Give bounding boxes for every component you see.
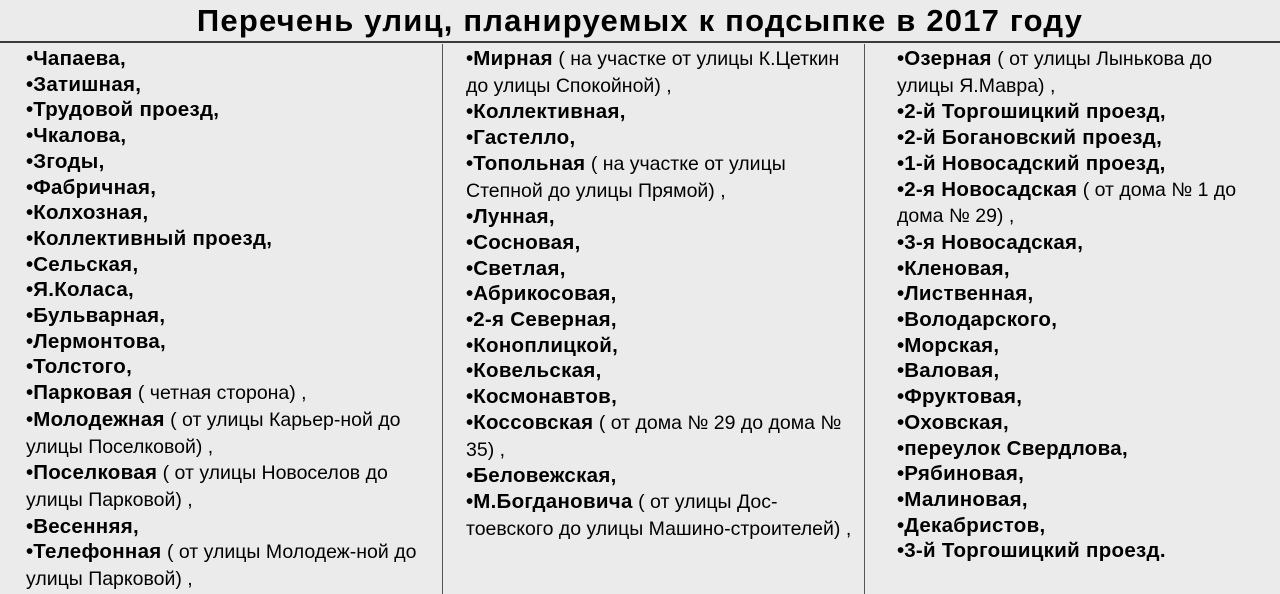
- street-name: Гастелло,: [473, 126, 576, 150]
- street-name: Толстого,: [33, 355, 133, 379]
- street-list-item: [26, 329, 438, 355]
- street-list-item: [897, 410, 1269, 436]
- street-column-2: [466, 46, 856, 542]
- street-list-item: [897, 358, 1269, 384]
- street-list-item: [897, 230, 1269, 256]
- bullet-icon: •: [26, 381, 34, 405]
- street-name: 2-й Торгошицкий проезд,: [904, 100, 1166, 124]
- bullet-icon: •: [26, 72, 34, 96]
- bullet-icon: •: [897, 177, 905, 201]
- street-name: Володарского,: [904, 308, 1058, 332]
- street-list-item: [466, 256, 856, 282]
- street-name: 1-й Новосадский проезд,: [904, 151, 1166, 175]
- street-name: 3-й Торгошицкий проезд.: [904, 539, 1166, 563]
- bullet-icon: •: [897, 385, 905, 409]
- street-name: Лиственная,: [904, 282, 1034, 306]
- street-name: Трудовой проезд,: [33, 98, 220, 122]
- street-note: ( от улицы Лынькова до улицы Я.Мавра) ,: [897, 48, 1213, 97]
- street-list-item: [897, 513, 1269, 539]
- street-name: Чкалова,: [33, 124, 127, 148]
- bullet-icon: •: [466, 385, 474, 409]
- street-list-item: [26, 407, 438, 460]
- street-name: Весенняя,: [33, 514, 140, 538]
- street-list-item: [897, 436, 1269, 462]
- street-name: Фабричная,: [33, 175, 157, 199]
- bullet-icon: •: [466, 151, 474, 175]
- bullet-icon: •: [26, 540, 34, 564]
- street-name: Поселковая: [33, 461, 158, 485]
- bullet-icon: •: [897, 47, 905, 70]
- street-name: Чапаева,: [33, 47, 127, 70]
- street-note: ( от улицы Карьер-ной до улицы Поселковой) ,: [26, 408, 401, 458]
- street-list-item: [466, 230, 856, 256]
- street-name: Фруктовая,: [904, 385, 1023, 409]
- street-note: ( от улицы Молодеж-ной до улицы Парковой) ,: [26, 541, 417, 591]
- bullet-icon: •: [26, 278, 34, 302]
- street-list-item: [26, 149, 438, 175]
- street-name: Бульварная,: [33, 304, 166, 328]
- street-list-item: [466, 384, 856, 410]
- bullet-icon: •: [466, 100, 474, 124]
- street-list-item: [897, 461, 1269, 487]
- bullet-icon: •: [466, 464, 474, 488]
- bullet-icon: •: [897, 359, 905, 383]
- street-list-item: [897, 99, 1269, 125]
- street-name: Малиновая,: [904, 487, 1028, 511]
- bullet-icon: •: [466, 256, 474, 280]
- bullet-icon: •: [466, 282, 474, 306]
- column-divider-1: [442, 44, 443, 594]
- bullet-icon: •: [26, 329, 34, 353]
- bullet-icon: •: [897, 487, 905, 511]
- street-list-item: [466, 46, 856, 99]
- bullet-icon: •: [466, 410, 474, 434]
- street-name: Сосновая,: [473, 230, 581, 254]
- bullet-icon: •: [26, 461, 34, 485]
- street-name: Озерная: [904, 47, 992, 70]
- bullet-icon: •: [897, 333, 905, 357]
- bullet-icon: •: [26, 149, 34, 173]
- street-name: Оховская,: [904, 410, 1010, 434]
- bullet-icon: •: [466, 126, 474, 150]
- street-list-item: [26, 460, 438, 513]
- street-list-item: [897, 384, 1269, 410]
- bullet-icon: •: [897, 151, 905, 175]
- bullet-icon: •: [897, 230, 905, 254]
- street-name: Я.Коласа,: [33, 278, 135, 302]
- street-name: Топольная: [473, 151, 586, 175]
- street-list-item: [897, 333, 1269, 359]
- street-list-item: [466, 151, 856, 204]
- street-note: ( от улицы Новоселов до улицы Парковой) ,: [26, 462, 388, 511]
- street-note: ( на участке от улицы Степной до улицы Прямой) ,: [466, 152, 786, 202]
- bullet-icon: •: [26, 355, 34, 379]
- street-name: Згоды,: [33, 149, 105, 173]
- street-name: Кленовая,: [904, 256, 1010, 280]
- street-name: Затишная,: [33, 72, 142, 96]
- bullet-icon: •: [26, 124, 34, 148]
- page-title: Перечень улиц, планируемых к подсыпке в 2017 году: [196, 3, 1084, 38]
- street-list-item: [26, 303, 438, 329]
- bullet-icon: •: [897, 256, 905, 280]
- street-name: Мирная: [473, 47, 553, 70]
- bullet-icon: •: [466, 205, 474, 229]
- street-list-item: [466, 307, 856, 333]
- street-column-3: [897, 46, 1269, 564]
- street-name: Декабристов,: [904, 513, 1046, 537]
- bullet-icon: •: [897, 100, 905, 124]
- street-list-item: [466, 463, 856, 489]
- street-list-item: [897, 256, 1269, 282]
- street-name: 2-я Новосадская: [904, 177, 1078, 201]
- bullet-icon: •: [897, 282, 905, 306]
- street-name: 3-я Новосадская,: [904, 230, 1084, 254]
- street-list-item: [26, 380, 438, 407]
- bullet-icon: •: [466, 47, 474, 70]
- street-list-item: [26, 539, 438, 592]
- street-list-item: [466, 99, 856, 125]
- street-name: Коноплицкой,: [473, 333, 619, 357]
- bullet-icon: •: [26, 304, 34, 328]
- street-list-item: [897, 125, 1269, 151]
- street-list-item: [466, 489, 856, 542]
- bullet-icon: •: [897, 436, 905, 460]
- street-name: Валовая,: [904, 359, 1000, 383]
- street-name: Абрикосовая,: [473, 282, 617, 306]
- street-list-item: [466, 204, 856, 230]
- bullet-icon: •: [26, 98, 34, 122]
- bullet-icon: •: [26, 226, 34, 250]
- street-list-item: [897, 307, 1269, 333]
- street-name: Парковая: [33, 381, 133, 405]
- street-list-item: [466, 333, 856, 359]
- street-list-item: [897, 151, 1269, 177]
- bullet-icon: •: [897, 513, 905, 537]
- street-name: Колхозная,: [33, 201, 149, 225]
- street-list-item: [26, 277, 438, 303]
- street-name: 2-я Северная,: [473, 308, 617, 332]
- street-name: Рябиновая,: [904, 462, 1025, 486]
- bullet-icon: •: [897, 308, 905, 332]
- street-name: Телефонная: [33, 540, 162, 564]
- bullet-icon: •: [466, 308, 474, 332]
- street-name: Морская,: [904, 333, 1000, 357]
- street-note: ( четная сторона) ,: [132, 382, 307, 405]
- bullet-icon: •: [26, 201, 34, 225]
- street-list-item: [26, 123, 438, 149]
- street-name: переулок Свердлова,: [904, 436, 1128, 460]
- street-name: Светлая,: [473, 256, 566, 280]
- street-list-item: [466, 410, 856, 463]
- street-list-item: [897, 281, 1269, 307]
- bullet-icon: •: [26, 175, 34, 199]
- street-name: Коллективная,: [473, 100, 626, 124]
- bullet-icon: •: [466, 359, 474, 383]
- bullet-icon: •: [26, 514, 34, 538]
- street-name: Лунная,: [473, 205, 555, 229]
- column-divider-2: [864, 44, 865, 594]
- street-list-item: [26, 200, 438, 226]
- street-list-item: [26, 46, 438, 72]
- street-list-item: [466, 281, 856, 307]
- street-list-item: [466, 358, 856, 384]
- street-name: Коллективный проезд,: [33, 226, 273, 250]
- bullet-icon: •: [897, 410, 905, 434]
- street-name: Лермонтова,: [33, 329, 167, 353]
- street-column-1: [26, 46, 438, 593]
- street-name: Ковельская,: [473, 359, 602, 383]
- street-name: Коссовская: [473, 410, 594, 434]
- street-list-item: [897, 538, 1269, 564]
- street-list-item: [26, 72, 438, 98]
- title-divider: [0, 41, 1280, 43]
- street-name: Сельская,: [33, 252, 139, 276]
- street-name: Беловежская,: [473, 464, 617, 488]
- street-name: Молодежная: [33, 407, 165, 431]
- street-name: М.Богдановича: [473, 489, 633, 513]
- street-list-item: [26, 97, 438, 123]
- bullet-icon: •: [26, 47, 34, 70]
- bullet-icon: •: [466, 489, 474, 513]
- street-list-item: [26, 514, 438, 540]
- street-note: ( от улицы Дос-тоевского до улицы Машино-строителей) ,: [466, 490, 852, 540]
- bullet-icon: •: [26, 407, 34, 431]
- bullet-icon: •: [897, 539, 905, 563]
- bullet-icon: •: [897, 462, 905, 486]
- street-list-item: [897, 487, 1269, 513]
- street-note: ( на участке от улицы К.Цеткин до улицы Спокойной) ,: [466, 48, 840, 97]
- street-list-item: [897, 177, 1269, 230]
- bullet-icon: •: [466, 230, 474, 254]
- street-list-item: [897, 46, 1269, 99]
- street-list-item: [466, 125, 856, 151]
- street-list-item: [26, 354, 438, 380]
- street-list-item: [26, 226, 438, 252]
- street-list-item: [26, 175, 438, 201]
- street-name: Космонавтов,: [473, 385, 618, 409]
- street-name: 2-й Богановский проезд,: [904, 126, 1163, 150]
- bullet-icon: •: [466, 333, 474, 357]
- bullet-icon: •: [26, 252, 34, 276]
- street-note: ( от дома № 1 до дома № 29) ,: [897, 178, 1237, 228]
- street-note: ( от дома № 29 до дома № 35) ,: [466, 411, 842, 461]
- bullet-icon: •: [897, 126, 905, 150]
- street-list-item: [26, 252, 438, 278]
